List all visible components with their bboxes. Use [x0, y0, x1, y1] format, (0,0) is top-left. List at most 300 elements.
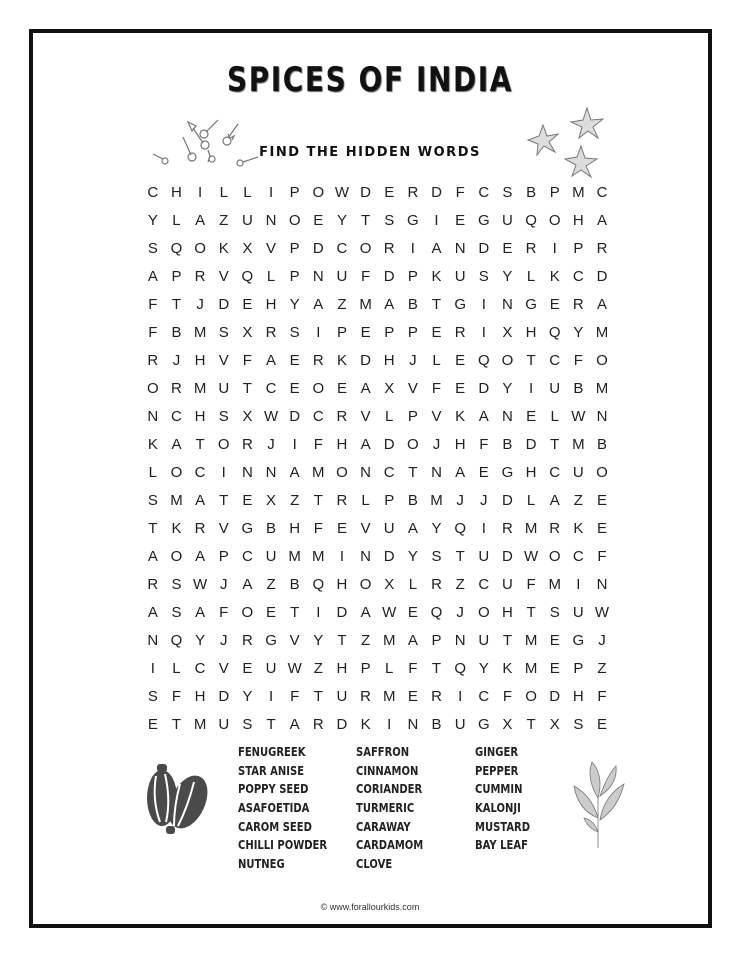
grid-letter[interactable]: A [313, 295, 324, 313]
grid-letter[interactable]: B [502, 435, 513, 453]
grid-letter[interactable]: L [385, 407, 394, 425]
grid-letter[interactable]: T [502, 631, 513, 649]
grid-letter[interactable]: D [218, 295, 230, 313]
grid-letter[interactable]: X [266, 491, 277, 509]
grid-letter[interactable]: R [596, 239, 608, 257]
grid-letter[interactable]: E [336, 379, 347, 397]
grid-letter[interactable]: R [241, 631, 253, 649]
grid-letter[interactable]: P [218, 547, 229, 565]
grid-letter[interactable]: Z [597, 659, 607, 677]
grid-letter[interactable]: O [548, 211, 561, 229]
grid-letter[interactable]: S [147, 687, 158, 705]
grid-letter[interactable]: R [431, 687, 442, 705]
grid-letter[interactable]: A [596, 295, 607, 313]
grid-letter[interactable]: M [572, 435, 585, 453]
grid-letter[interactable]: Z [219, 211, 229, 229]
grid-letter[interactable]: F [148, 295, 158, 313]
grid-letter[interactable]: L [550, 407, 559, 425]
grid-letter[interactable]: B [573, 379, 584, 397]
grid-letter[interactable]: Y [431, 519, 442, 537]
grid-letter[interactable]: F [171, 687, 182, 705]
grid-letter[interactable]: H [572, 687, 584, 705]
grid-letter[interactable]: H [336, 659, 348, 677]
grid-letter[interactable]: P [289, 239, 300, 257]
grid-letter[interactable]: D [360, 351, 371, 369]
grid-letter[interactable]: H [336, 575, 348, 593]
grid-letter[interactable]: W [263, 407, 279, 425]
grid-letter[interactable]: D [525, 435, 537, 453]
grid-letter[interactable]: F [455, 183, 465, 201]
grid-letter[interactable]: E [596, 491, 607, 509]
grid-letter[interactable]: F [361, 267, 371, 285]
grid-letter[interactable]: I [481, 295, 486, 313]
grid-letter[interactable]: R [147, 351, 159, 369]
grid-letter[interactable]: Q [454, 519, 466, 537]
grid-letter[interactable]: J [219, 631, 228, 649]
grid-letter[interactable]: I [268, 687, 274, 705]
grid-letter[interactable]: J [432, 435, 441, 453]
grid-letter[interactable]: Y [147, 211, 158, 229]
grid-letter[interactable]: F [479, 435, 489, 453]
grid-letter[interactable]: M [524, 659, 538, 677]
grid-letter[interactable]: I [434, 211, 439, 229]
grid-letter[interactable]: E [455, 379, 466, 397]
grid-letter[interactable]: H [525, 463, 537, 481]
grid-letter[interactable]: I [268, 183, 274, 201]
grid-letter[interactable]: B [266, 519, 277, 537]
grid-letter[interactable]: S [218, 323, 229, 341]
grid-letter[interactable]: Z [313, 659, 323, 677]
grid-letter[interactable]: H [383, 351, 395, 369]
grid-letter[interactable]: E [549, 631, 560, 649]
grid-letter[interactable]: A [266, 351, 277, 369]
grid-letter[interactable]: O [312, 183, 325, 201]
grid-letter[interactable]: H [336, 435, 348, 453]
grid-letter[interactable]: P [549, 183, 560, 201]
grid-letter[interactable]: R [383, 239, 395, 257]
grid-letter[interactable]: R [312, 715, 324, 733]
grid-letter[interactable]: J [267, 435, 275, 453]
grid-letter[interactable]: D [336, 603, 348, 621]
grid-letter[interactable]: S [502, 183, 513, 201]
grid-letter[interactable]: G [265, 631, 277, 649]
grid-letter[interactable]: A [171, 435, 182, 453]
grid-letter[interactable]: D [431, 183, 442, 201]
grid-letter[interactable]: A [549, 491, 560, 509]
grid-letter[interactable]: C [572, 267, 584, 285]
grid-letter[interactable]: L [172, 211, 181, 229]
grid-letter[interactable]: F [502, 687, 513, 705]
grid-letter[interactable]: E [242, 295, 253, 313]
grid-letter[interactable]: P [384, 323, 395, 341]
grid-letter[interactable]: I [316, 603, 321, 621]
grid-letter[interactable]: N [241, 463, 253, 481]
grid-letter[interactable]: U [572, 603, 584, 621]
grid-letter[interactable]: T [266, 715, 276, 733]
grid-letter[interactable]: E [242, 659, 253, 677]
grid-letter[interactable]: W [334, 183, 350, 201]
grid-letter[interactable]: A [455, 463, 466, 481]
grid-letter[interactable]: U [265, 659, 277, 677]
grid-letter[interactable]: U [549, 379, 561, 397]
grid-letter[interactable]: S [549, 603, 560, 621]
grid-letter[interactable]: L [526, 267, 536, 285]
grid-letter[interactable]: H [194, 687, 206, 705]
grid-letter[interactable]: K [147, 435, 158, 453]
grid-letter[interactable]: C [478, 183, 490, 201]
grid-letter[interactable]: U [454, 715, 466, 733]
grid-letter[interactable]: E [526, 407, 537, 425]
grid-letter[interactable]: R [171, 379, 182, 397]
grid-letter[interactable]: H [194, 407, 206, 425]
grid-letter[interactable]: E [360, 323, 371, 341]
grid-letter[interactable]: L [526, 491, 536, 509]
grid-letter[interactable]: S [573, 715, 584, 733]
grid-letter[interactable]: M [382, 687, 396, 705]
grid-letter[interactable]: B [526, 183, 537, 201]
grid-letter[interactable]: Z [266, 575, 276, 593]
grid-letter[interactable]: I [576, 575, 581, 593]
grid-letter[interactable]: X [502, 323, 513, 341]
grid-letter[interactable]: U [218, 379, 230, 397]
grid-letter[interactable]: J [196, 295, 204, 313]
grid-letter[interactable]: C [549, 463, 561, 481]
grid-letter[interactable]: C [383, 463, 395, 481]
grid-letter[interactable]: B [596, 435, 607, 453]
grid-letter[interactable]: K [502, 659, 513, 677]
grid-letter[interactable]: L [148, 463, 157, 481]
grid-letter[interactable]: H [502, 603, 513, 621]
grid-letter[interactable]: X [242, 323, 253, 341]
grid-letter[interactable]: D [478, 239, 490, 257]
grid-letter[interactable]: A [431, 239, 442, 257]
grid-letter[interactable]: Q [430, 603, 443, 621]
grid-letter[interactable]: C [596, 183, 608, 201]
grid-letter[interactable]: X [549, 715, 560, 733]
grid-letter[interactable]: E [384, 183, 395, 201]
grid-letter[interactable]: T [313, 687, 323, 705]
grid-letter[interactable]: E [502, 239, 513, 257]
grid-letter[interactable]: I [292, 435, 297, 453]
grid-letter[interactable]: H [171, 183, 182, 201]
grid-letter[interactable]: L [408, 575, 418, 593]
grid-letter[interactable]: G [572, 631, 585, 649]
grid-letter[interactable]: S [431, 547, 442, 565]
grid-letter[interactable]: L [219, 183, 228, 201]
grid-letter[interactable]: P [407, 323, 418, 341]
grid-letter[interactable]: Q [548, 323, 561, 341]
grid-letter[interactable]: U [502, 211, 513, 229]
grid-letter[interactable]: Q [170, 631, 183, 649]
grid-letter[interactable]: O [525, 687, 537, 705]
grid-letter[interactable]: E [266, 603, 277, 621]
grid-letter[interactable]: F [597, 687, 607, 705]
grid-letter[interactable]: U [502, 575, 513, 593]
grid-letter[interactable]: T [550, 435, 560, 453]
grid-letter[interactable]: A [360, 435, 371, 453]
grid-letter[interactable]: K [360, 715, 371, 733]
grid-letter[interactable]: C [171, 407, 182, 425]
grid-letter[interactable]: A [289, 715, 300, 733]
grid-letter[interactable]: L [432, 351, 441, 369]
grid-letter[interactable]: N [502, 295, 513, 313]
grid-letter[interactable]: C [572, 547, 584, 565]
grid-letter[interactable]: R [572, 295, 584, 313]
grid-letter[interactable]: F [573, 351, 583, 369]
grid-letter[interactable]: M [430, 491, 443, 509]
grid-letter[interactable]: R [194, 267, 206, 285]
grid-letter[interactable]: F [526, 575, 536, 593]
grid-letter[interactable]: T [313, 491, 323, 509]
grid-letter[interactable]: J [456, 603, 464, 621]
grid-letter[interactable]: E [407, 603, 418, 621]
grid-letter[interactable]: M [288, 547, 301, 565]
grid-letter[interactable]: R [407, 183, 419, 201]
grid-letter[interactable]: B [431, 715, 442, 733]
grid-letter[interactable]: T [148, 519, 158, 537]
grid-letter[interactable]: Z [290, 491, 300, 509]
grid-letter[interactable]: G [407, 211, 419, 229]
grid-letter[interactable]: E [147, 715, 158, 733]
grid-letter[interactable]: C [241, 547, 253, 565]
grid-letter[interactable]: F [242, 351, 252, 369]
grid-letter[interactable]: G [501, 463, 514, 481]
grid-letter[interactable]: P [431, 631, 442, 649]
grid-letter[interactable]: I [150, 659, 155, 677]
grid-letter[interactable]: R [502, 519, 513, 537]
grid-letter[interactable]: D [549, 687, 561, 705]
grid-letter[interactable]: I [481, 519, 486, 537]
grid-letter[interactable]: P [289, 183, 300, 201]
grid-letter[interactable]: E [289, 379, 300, 397]
grid-letter[interactable]: D [502, 547, 513, 565]
grid-letter[interactable]: N [312, 267, 324, 285]
grid-letter[interactable]: U [336, 687, 348, 705]
grid-letter[interactable]: N [596, 407, 608, 425]
grid-letter[interactable]: B [289, 575, 300, 593]
grid-letter[interactable]: H [572, 211, 584, 229]
grid-letter[interactable]: H [454, 435, 466, 453]
grid-letter[interactable]: G [454, 295, 466, 313]
grid-letter[interactable]: A [195, 211, 206, 229]
grid-letter[interactable]: F [408, 659, 418, 677]
grid-letter[interactable]: O [194, 239, 206, 257]
grid-letter[interactable]: C [147, 183, 159, 201]
grid-letter[interactable]: P [573, 659, 584, 677]
grid-letter[interactable]: Y [313, 631, 324, 649]
grid-letter[interactable]: F [290, 687, 300, 705]
grid-letter[interactable]: A [242, 575, 253, 593]
grid-letter[interactable]: K [455, 407, 466, 425]
grid-letter[interactable]: C [478, 687, 490, 705]
grid-letter[interactable]: O [146, 379, 159, 397]
grid-letter[interactable]: G [477, 211, 490, 229]
grid-letter[interactable]: T [361, 211, 371, 229]
grid-letter[interactable]: E [596, 715, 607, 733]
grid-letter[interactable]: N [431, 463, 442, 481]
grid-letter[interactable]: A [147, 547, 158, 565]
grid-letter[interactable]: E [407, 687, 418, 705]
grid-letter[interactable]: Y [502, 379, 513, 397]
grid-letter[interactable]: R [360, 687, 371, 705]
grid-letter[interactable]: N [596, 575, 608, 593]
grid-letter[interactable]: E [549, 295, 560, 313]
grid-letter[interactable]: T [195, 435, 205, 453]
grid-letter[interactable]: H [289, 519, 301, 537]
grid-letter[interactable]: E [313, 211, 324, 229]
grid-letter[interactable]: E [289, 351, 300, 369]
grid-letter[interactable]: E [478, 463, 489, 481]
grid-letter[interactable]: Z [455, 575, 465, 593]
grid-letter[interactable]: Q [454, 659, 466, 677]
grid-letter[interactable]: R [265, 323, 277, 341]
grid-letter[interactable]: C [194, 463, 206, 481]
grid-letter[interactable]: U [218, 715, 230, 733]
grid-letter[interactable]: N [360, 463, 371, 481]
grid-letter[interactable]: Z [573, 491, 583, 509]
grid-letter[interactable]: F [313, 519, 323, 537]
grid-letter[interactable]: X [242, 407, 253, 425]
grid-letter[interactable]: C [312, 407, 324, 425]
grid-letter[interactable]: T [408, 463, 418, 481]
grid-letter[interactable]: K [431, 267, 442, 285]
grid-letter[interactable]: Q [170, 239, 183, 257]
grid-letter[interactable]: D [218, 687, 230, 705]
grid-letter[interactable]: U [241, 211, 253, 229]
grid-letter[interactable]: S [171, 603, 182, 621]
grid-letter[interactable]: L [172, 659, 181, 677]
grid-letter[interactable]: Y [573, 323, 584, 341]
grid-letter[interactable]: T [455, 547, 465, 565]
grid-letter[interactable]: O [596, 463, 608, 481]
grid-letter[interactable]: R [312, 351, 324, 369]
grid-letter[interactable]: N [407, 715, 419, 733]
grid-letter[interactable]: T [526, 715, 536, 733]
grid-letter[interactable]: C [549, 351, 561, 369]
grid-letter[interactable]: T [431, 659, 442, 677]
grid-letter[interactable]: V [218, 659, 229, 677]
grid-letter[interactable]: R [525, 239, 537, 257]
grid-letter[interactable]: M [359, 295, 372, 313]
grid-letter[interactable]: C [478, 575, 490, 593]
grid-letter[interactable]: K [549, 267, 560, 285]
grid-letter[interactable]: I [410, 239, 415, 257]
grid-letter[interactable]: T [337, 631, 347, 649]
grid-letter[interactable]: V [289, 631, 300, 649]
grid-letter[interactable]: S [242, 715, 253, 733]
grid-letter[interactable]: O [359, 239, 372, 257]
grid-letter[interactable]: E [596, 519, 607, 537]
grid-letter[interactable]: I [221, 463, 226, 481]
grid-letter[interactable]: I [339, 547, 345, 565]
grid-letter[interactable]: J [172, 351, 181, 369]
grid-letter[interactable]: A [147, 603, 158, 621]
grid-letter[interactable]: E [549, 659, 560, 677]
grid-letter[interactable]: D [360, 183, 371, 201]
grid-letter[interactable]: V [407, 379, 418, 397]
grid-letter[interactable]: A [407, 631, 418, 649]
grid-letter[interactable]: M [312, 463, 325, 481]
grid-letter[interactable]: W [193, 575, 208, 593]
grid-letter[interactable]: V [218, 519, 229, 537]
grid-letter[interactable]: O [336, 463, 348, 481]
grid-letter[interactable]: S [171, 575, 182, 593]
grid-letter[interactable]: Y [407, 547, 418, 565]
grid-letter[interactable]: I [387, 715, 392, 733]
grid-letter[interactable]: C [194, 659, 206, 677]
grid-letter[interactable]: Y [336, 211, 347, 229]
grid-letter[interactable]: I [528, 379, 534, 397]
grid-letter[interactable]: T [290, 603, 300, 621]
grid-letter[interactable]: A [384, 295, 395, 313]
grid-letter[interactable]: A [478, 407, 489, 425]
grid-letter[interactable]: P [573, 239, 584, 257]
grid-letter[interactable]: H [194, 351, 206, 369]
grid-letter[interactable]: K [573, 519, 584, 537]
grid-letter[interactable]: Q [477, 351, 490, 369]
grid-letter[interactable]: X [242, 239, 253, 257]
grid-letter[interactable]: O [477, 603, 490, 621]
grid-letter[interactable]: X [384, 379, 395, 397]
grid-letter[interactable]: V [360, 407, 371, 425]
grid-letter[interactable]: P [171, 267, 182, 285]
grid-letter[interactable]: S [478, 267, 489, 285]
grid-letter[interactable]: R [336, 491, 348, 509]
grid-letter[interactable]: R [147, 575, 159, 593]
grid-letter[interactable]: J [409, 351, 417, 369]
grid-letter[interactable]: O [217, 435, 230, 453]
grid-letter[interactable]: A [195, 603, 206, 621]
grid-letter[interactable]: U [383, 519, 395, 537]
grid-letter[interactable]: H [265, 295, 277, 313]
grid-letter[interactable]: A [147, 267, 158, 285]
grid-letter[interactable]: T [526, 351, 536, 369]
grid-letter[interactable]: D [596, 267, 608, 285]
grid-letter[interactable]: G [477, 715, 490, 733]
grid-letter[interactable]: L [385, 659, 394, 677]
grid-letter[interactable]: M [193, 379, 207, 397]
grid-letter[interactable]: N [265, 211, 277, 229]
grid-letter[interactable]: V [218, 351, 229, 369]
grid-letter[interactable]: B [407, 295, 418, 313]
grid-letter[interactable]: T [171, 295, 182, 313]
grid-letter[interactable]: L [243, 183, 252, 201]
grid-letter[interactable]: N [147, 631, 159, 649]
grid-letter[interactable]: W [594, 603, 610, 621]
grid-letter[interactable]: X [502, 715, 513, 733]
grid-letter[interactable]: E [455, 211, 466, 229]
grid-letter[interactable]: K [336, 351, 347, 369]
grid-letter[interactable]: K [218, 239, 229, 257]
grid-letter[interactable]: X [384, 575, 395, 593]
grid-letter[interactable]: E [455, 351, 466, 369]
grid-letter[interactable]: I [481, 323, 486, 341]
grid-letter[interactable]: Q [525, 211, 537, 229]
grid-letter[interactable]: U [265, 547, 277, 565]
grid-letter[interactable]: I [198, 183, 203, 201]
grid-letter[interactable]: O [359, 575, 372, 593]
grid-letter[interactable]: Q [312, 575, 325, 593]
grid-letter[interactable]: M [548, 575, 561, 593]
grid-letter[interactable]: A [195, 547, 206, 565]
grid-letter[interactable]: C [265, 379, 277, 397]
grid-letter[interactable]: O [312, 379, 325, 397]
grid-letter[interactable]: M [595, 379, 609, 397]
grid-letter[interactable]: Q [241, 267, 254, 285]
grid-letter[interactable]: I [552, 239, 557, 257]
grid-letter[interactable]: N [454, 239, 466, 257]
grid-letter[interactable]: M [382, 631, 396, 649]
